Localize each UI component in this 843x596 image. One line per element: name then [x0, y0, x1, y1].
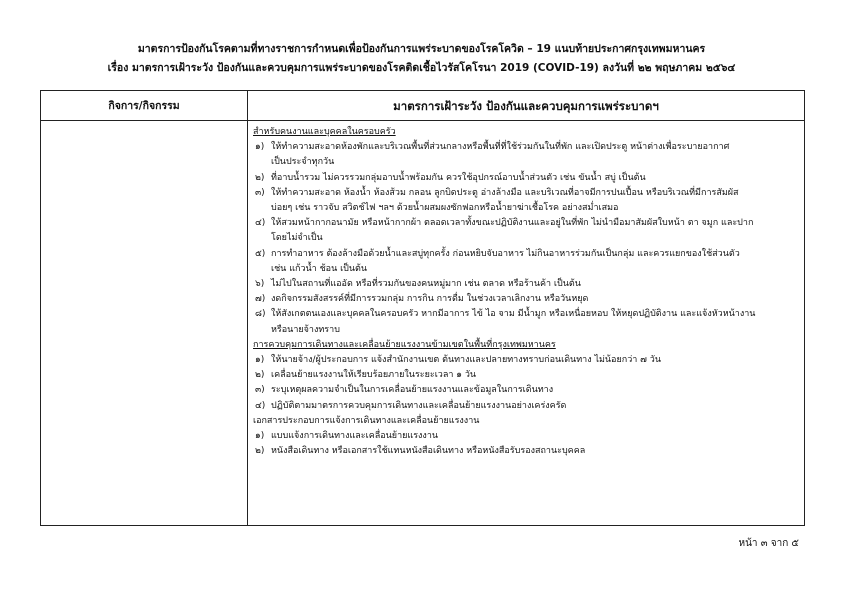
list-item	[253, 383, 801, 398]
item-text-continuation: เป็นประจำทุกวัน	[271, 157, 335, 168]
list-item	[253, 368, 801, 383]
column-divider	[247, 91, 248, 525]
item-text: ให้ทำความสะอาด ห้องน้ำ ห้องส้วม กลอน ลูกบิดประตู อ่างล้างมือ และบริเวณที่อาจมีการปนเปื้อน หรือบริเวณที่มีการสัมผัส	[271, 187, 739, 198]
measures-table	[40, 90, 805, 526]
column-header-measures: มาตรการเฝ้าระวัง ป้องกันและควบคุมการแพร่ระบาดฯ	[393, 99, 659, 113]
section-title: การควบคุมการเดินทางและเคลื่อนย้ายแรงงานข้ามเขตในพื้นที่กรุงเทพมหานคร	[253, 339, 556, 350]
list-item	[253, 399, 801, 414]
list-item	[253, 171, 801, 186]
item-number: ๑)	[255, 355, 265, 366]
document-header	[0, 40, 843, 78]
list-item	[253, 353, 801, 368]
item-text: การทำอาหาร ต้องล้างมือด้วยน้ำและสบู่ทุกครั้ง ก่อนหยิบจับอาหาร ไม่กินอาหารร่วมกันเป็นกลุ่ม และควรแยกของใช้ส่วนตัว	[271, 248, 740, 259]
item-number: ๗)	[255, 294, 266, 305]
item-number: ๒)	[255, 370, 265, 381]
page-number: หน้า ๓ จาก ๕	[738, 538, 799, 549]
item-text: ไม่ไปในสถานที่แออัด หรือที่รวมกันของคนหมู่มาก เช่น ตลาด หรือร้านค้า เป็นต้น	[271, 279, 581, 290]
list-item	[253, 292, 801, 307]
section-title: เอกสารประกอบการแจ้งการเดินทางและเคลื่อนย้ายแรงงาน	[253, 415, 480, 426]
item-text-continuation: บ่อยๆ เช่น ราวจับ สวิตช์ไฟ ฯลฯ ด้วยน้ำผสมผงซักฟอกหรือน้ำยาฆ่าเชื้อโรค อย่างสม่ำเสมอ	[271, 203, 619, 214]
measures-content	[253, 125, 801, 459]
item-text: หนังสือเดินทาง หรือเอกสารใช้แทนหนังสือเดินทาง หรือหนังสือรับรองสถานะบุคคล	[271, 446, 586, 457]
item-text-continuation: หรือนายจ้างทราบ	[271, 324, 340, 335]
header-line-2: เรื่อง มาตรการเฝ้าระวัง ป้องกันและควบคุมการแพร่ระบาดของโรคติดเชื้อไวรัสโคโรนา 2019 (COVID-19) ลงวันที่ ๒๒ พฤษภาคม ๒๕๖๔	[107, 62, 736, 74]
item-text: ให้ทำความสะอาดห้องพักและบริเวณพื้นที่ส่วนกลางหรือพื้นที่ที่ใช้ร่วมกันในที่พัก และเปิดประตู หน้าต่างเพื่อระบายอากาศ	[271, 142, 730, 153]
section-title: สำหรับคนงานและบุคคลในครอบครัว	[253, 127, 396, 137]
item-text: ที่อาบน้ำรวม ไม่ควรรวมกลุ่มอาบน้ำพร้อมกัน ควรใช้อุปกรณ์อาบน้ำส่วนตัว เช่น ขันน้ำ สบู่ เป็นต้น	[271, 172, 646, 183]
item-text: ปฏิบัติตามมาตรการควบคุมการเดินทางและเคลื่อนย้ายแรงงานอย่างเคร่งครัด	[271, 400, 567, 411]
item-text: งดกิจกรรมสังสรรค์ที่มีการรวมกลุ่ม การกิน การดื่ม ในช่วงเวลาเลิกงาน หรือวันหยุด	[271, 294, 589, 305]
item-number: ๑)	[255, 431, 265, 442]
list-item	[253, 216, 801, 231]
item-number: ๔)	[255, 400, 266, 411]
item-number: ๓)	[255, 187, 265, 198]
list-item	[253, 444, 801, 459]
list-item	[253, 140, 801, 155]
list-item	[253, 247, 801, 262]
item-number: ๔)	[255, 218, 266, 229]
item-text: ให้นายจ้าง/ผู้ประกอบการ แจ้งสำนักงานเขต ต้นทางและปลายทางทราบก่อนเดินทาง ไม่น้อยกว่า ๗ วัน	[271, 355, 661, 366]
list-item	[253, 277, 801, 292]
item-text: ระบุเหตุผลความจำเป็นในการเคลื่อนย้ายแรงงานและข้อมูลในการเดินทาง	[271, 385, 554, 396]
item-text: แบบแจ้งการเดินทางและเคลื่อนย้ายแรงงาน	[271, 431, 439, 442]
item-number: ๓)	[255, 385, 265, 396]
list-item	[253, 307, 801, 322]
item-text: ให้สังเกตตนเองและบุคคลในครอบครัว หากมีอาการ ไข้ ไอ จาม มีน้ำมูก หรือเหนื่อยหอบ ให้หยุดปฏิบัติงาน และแจ้งหัวหน้างาน	[271, 309, 756, 320]
column-header-activity: กิจการ/กิจกรรม	[108, 100, 180, 112]
item-number: ๒)	[255, 172, 265, 183]
item-number: ๒)	[255, 446, 265, 457]
table-header	[41, 91, 804, 121]
item-text: ให้สวมหน้ากากอนามัย หรือหน้ากากผ้า ตลอดเวลาทั้งขณะปฏิบัติงานและอยู่ในที่พัก ไม่นำมือมาสัมผัสใบหน้า ตา จมูก และปาก	[271, 218, 754, 229]
list-item	[253, 429, 801, 444]
item-number: ๕)	[255, 248, 266, 259]
item-text: เคลื่อนย้ายแรงงานให้เรียบร้อยภายในระยะเวลา ๑ วัน	[271, 370, 477, 381]
list-item	[253, 186, 801, 201]
item-text-continuation: โดยไม่จำเป็น	[271, 233, 323, 244]
item-number: ๘)	[255, 309, 266, 320]
item-number: ๖)	[255, 279, 265, 290]
header-line-1: มาตรการป้องกันโรคตามที่ทางราชการกำหนดเพื่อป้องกันการแพร่ระบาดของโรคโควิด – 19 แนบท้ายประกาศกรุงเทพมหานคร	[137, 43, 706, 55]
item-number: ๑)	[255, 142, 265, 153]
item-text-continuation: เช่น แก้วน้ำ ช้อน เป็นต้น	[271, 263, 368, 274]
